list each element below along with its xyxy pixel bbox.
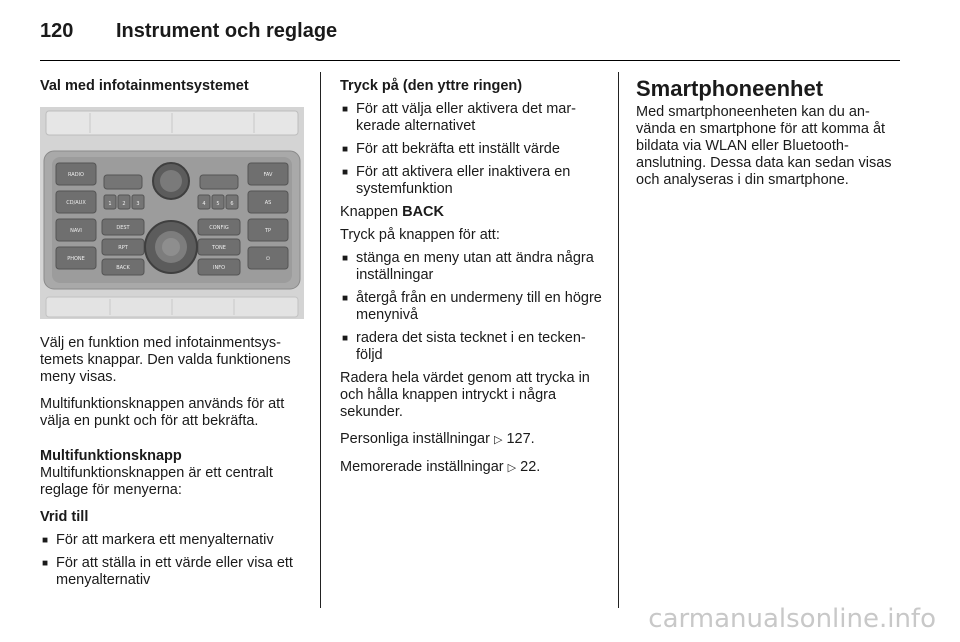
smartphone-paragraph: Med smartphoneenheten kan du använda en smartphone för att komma åt bildata via WLAN eller Bluetooth-anslutning. Dessa data kan sedan visas och analyseras i din smartphone. <box>636 104 892 188</box>
back-label-prefix: Knappen <box>340 204 403 220</box>
header-rule <box>40 60 900 61</box>
list-item: ■ För att aktivera eller inaktivera en systemfunktion <box>340 164 606 198</box>
turn-list <box>40 532 306 589</box>
preset-label-4: 4 <box>202 201 206 207</box>
section-heading-infotainment: Val med infotainmentsystemet <box>40 78 249 94</box>
button-label-phone: PHONE <box>67 256 85 262</box>
section-heading-multifunction: Multifunktionsknapp <box>40 448 182 464</box>
column-3 <box>636 78 902 199</box>
list-item: ■ För att markera ett menyalternativ <box>40 532 306 549</box>
button-label-rpt: RPT <box>118 245 128 251</box>
intro-paragraph: Välj en funktion med infotainmentsystemets knappar. Den valda funktionens meny visas. <box>40 335 291 385</box>
multifunction-use-paragraph: Multifunktionsknappen används för att välja en punkt och för att bekräfta. <box>40 396 285 429</box>
clear-paragraph: Radera hela värdet genom att trycka in och hålla knappen intryckt i några sekunder. <box>340 370 590 420</box>
button-label-info: INFO <box>212 265 226 271</box>
button-label-cdaux: CD/AUX <box>66 200 86 206</box>
back-button-label <box>340 204 606 221</box>
reference-page: 22. <box>520 459 541 475</box>
reference-text: Memorerade inställningar <box>340 459 504 475</box>
reference-stored-settings <box>340 459 606 477</box>
column-1 <box>40 78 306 595</box>
list-item: ■ För att välja eller aktivera det markerade alternativet <box>340 101 606 135</box>
infotainment-panel-photo <box>40 107 304 319</box>
multifunction-description: Multifunktionsknappen är ett centralt reglage för menyerna: <box>40 465 273 498</box>
preset-label-5: 5 <box>216 201 220 207</box>
button-label-tp: TP <box>264 228 272 234</box>
list-item: ■ radera det sista tecknet i en teckenföljd <box>340 330 606 364</box>
reference-text: Personliga inställningar <box>340 431 490 447</box>
button-label-fav: FAV <box>263 172 273 178</box>
column-divider-1 <box>320 72 321 608</box>
button-label-config: CONFIG <box>209 225 229 231</box>
page-title: Instrument och reglage <box>116 20 338 42</box>
column-2 <box>340 78 606 487</box>
reference-page: 127. <box>506 431 535 447</box>
page-header <box>40 20 337 43</box>
press-heading: Tryck på (den yttre ringen) <box>340 78 523 94</box>
reference-personal-settings <box>340 431 606 449</box>
list-item: ■ stänga en meny utan att ändra några inställningar <box>340 250 606 284</box>
page-reference-icon: ▷ <box>493 434 503 446</box>
preset-label-2: 2 <box>122 201 126 207</box>
preset-label-3: 3 <box>136 201 140 207</box>
list-item: ■ För att bekräfta ett inställt värde <box>340 141 606 158</box>
back-list <box>340 250 606 364</box>
smartphone-heading: Smartphoneenhet <box>636 76 824 101</box>
button-label-tone: TONE <box>212 245 226 251</box>
back-key-name: BACK <box>402 204 444 220</box>
button-label-radio: RADIO <box>68 172 84 178</box>
page-number: 120 <box>40 20 74 42</box>
page-reference-icon: ▷ <box>507 462 517 474</box>
column-divider-2 <box>618 72 619 608</box>
turn-heading: Vrid till <box>40 509 89 525</box>
button-label-as: AS <box>264 200 272 206</box>
preset-label-1: 1 <box>108 201 112 207</box>
button-label-navi: NAVI <box>70 228 82 234</box>
list-item: ■ För att ställa in ett värde eller visa ett menyalternativ <box>40 555 306 589</box>
preset-label-6: 6 <box>230 201 234 207</box>
button-label-back: BACK <box>116 265 130 271</box>
button-label-power: ⏻ <box>266 256 270 262</box>
watermark: carmanualsonline.info <box>648 604 936 634</box>
back-intro: Tryck på knappen för att: <box>340 227 500 243</box>
button-label-dest: DEST <box>116 225 130 231</box>
list-item: ■ återgå från en undermeny till en högre menynivå <box>340 290 606 324</box>
press-list <box>340 101 606 198</box>
